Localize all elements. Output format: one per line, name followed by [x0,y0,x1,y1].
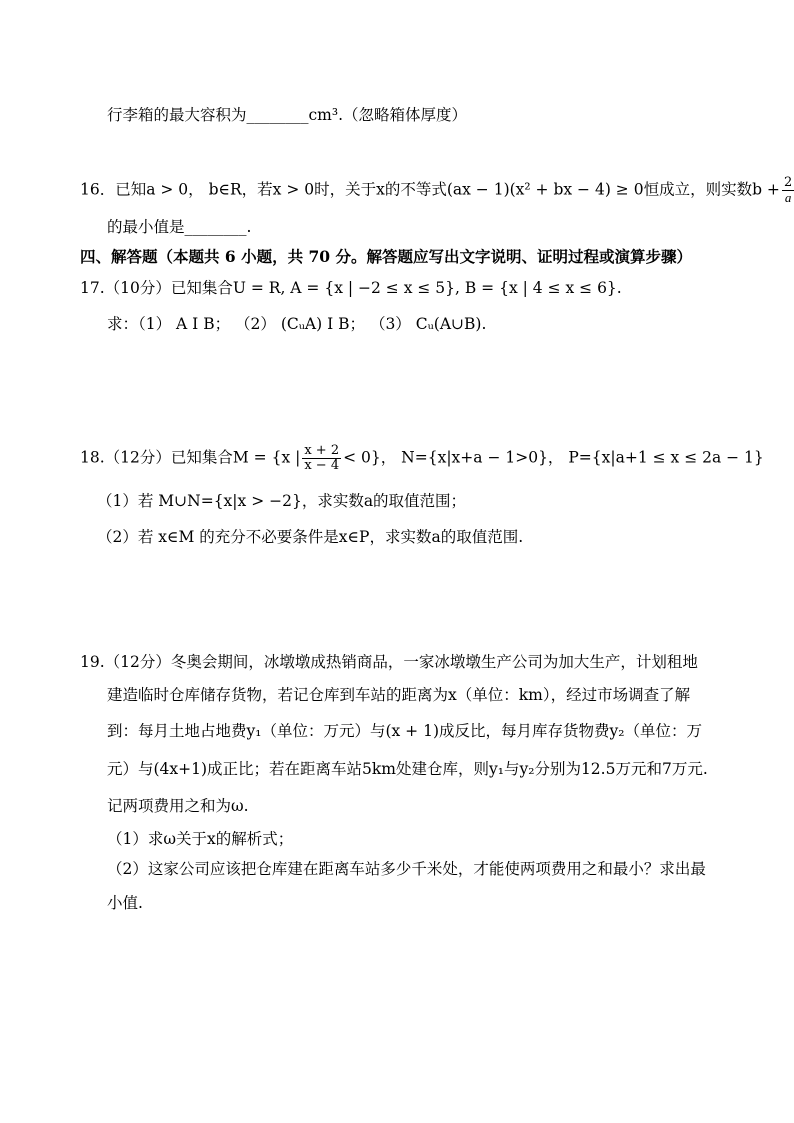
problem-19-line-5: 记两项费用之和为ω. [107,797,249,815]
problem-18-part-1: （1）若 M∪N={x|x > −2}，求实数a的取值范围； [97,492,467,510]
fraction-numerator: x + 2 [304,443,340,458]
text-line-1: 行李箱的最大容积为________cm³.（忽略箱体厚度） [107,106,468,124]
problem-19-part-2: （2）这家公司应该把仓库建在距离车站多少千米处，才能使两项费用之和最小？求出最 [107,860,706,878]
problem-19-line-2: 建造临时仓库储存货物，若记仓库到车站的距离为x（单位：km），经过市场调查了解 [107,686,691,704]
fraction-denominator: x − 4 [304,458,340,473]
problem-16-line-1 [80,176,794,205]
problem-18-part-2: （2）若 x∈M 的充分不必要条件是x∈P，求实数a的取值范围. [97,528,524,546]
problem-18-text-b: < 0}， N={x|x+a − 1>0}， P={x|a+1 ≤ x ≤ 2a − 1} [343,448,764,467]
problem-17-line-1: 17.（10分）已知集合U = R, A = {x | −2 ≤ x ≤ 5}, B = {x | 4 ≤ x ≤ 6}. [80,279,622,297]
problem-19-line-1: 19.（12分）冬奥会期间，冰墩墩成热销商品，一家冰墩墩生产公司为加大生产，计划租地 [80,653,698,671]
fraction-2-over-a [782,176,794,205]
problem-17-line-2: 求：（1） A I B； （2） (CᵤA) I B； （3） Cᵤ(A∪B). [107,315,487,333]
problem-19-part-1: （1）求ω关于x的解析式； [107,830,294,848]
problem-16-text: 16．已知a > 0， b∈R，若x > 0时，关于x的不等式(ax − 1)(x² + bx − 4) ≥ 0恒成立，则实数b + [80,180,780,199]
problem-16-line-2: 的最小值是________. [107,218,252,236]
problem-18-text-a: 18.（12分）已知集合M = {x | [80,448,301,467]
problem-18-line-1 [80,444,764,473]
fraction-denominator: a [784,190,792,205]
section-heading: 四、解答题（本题共 6 小题，共 70 分。解答题应写出文字说明、证明过程或演算步骤） [80,247,692,266]
fraction-numerator: 2 [783,175,793,190]
problem-19-part-2-cont: 小值. [107,894,143,912]
problem-19-line-4: 元）与(4x+1)成正比；若在距离车站5km处建仓库，则y₁与y₂分别为12.5万元和7万元. [107,760,708,778]
problem-19-line-3: 到：每月土地占地费y₁（单位：万元）与(x + 1)成反比，每月库存货物费y₂（单位：万 [107,722,702,740]
fraction-x-plus-2-over-x-minus-4 [302,444,341,473]
